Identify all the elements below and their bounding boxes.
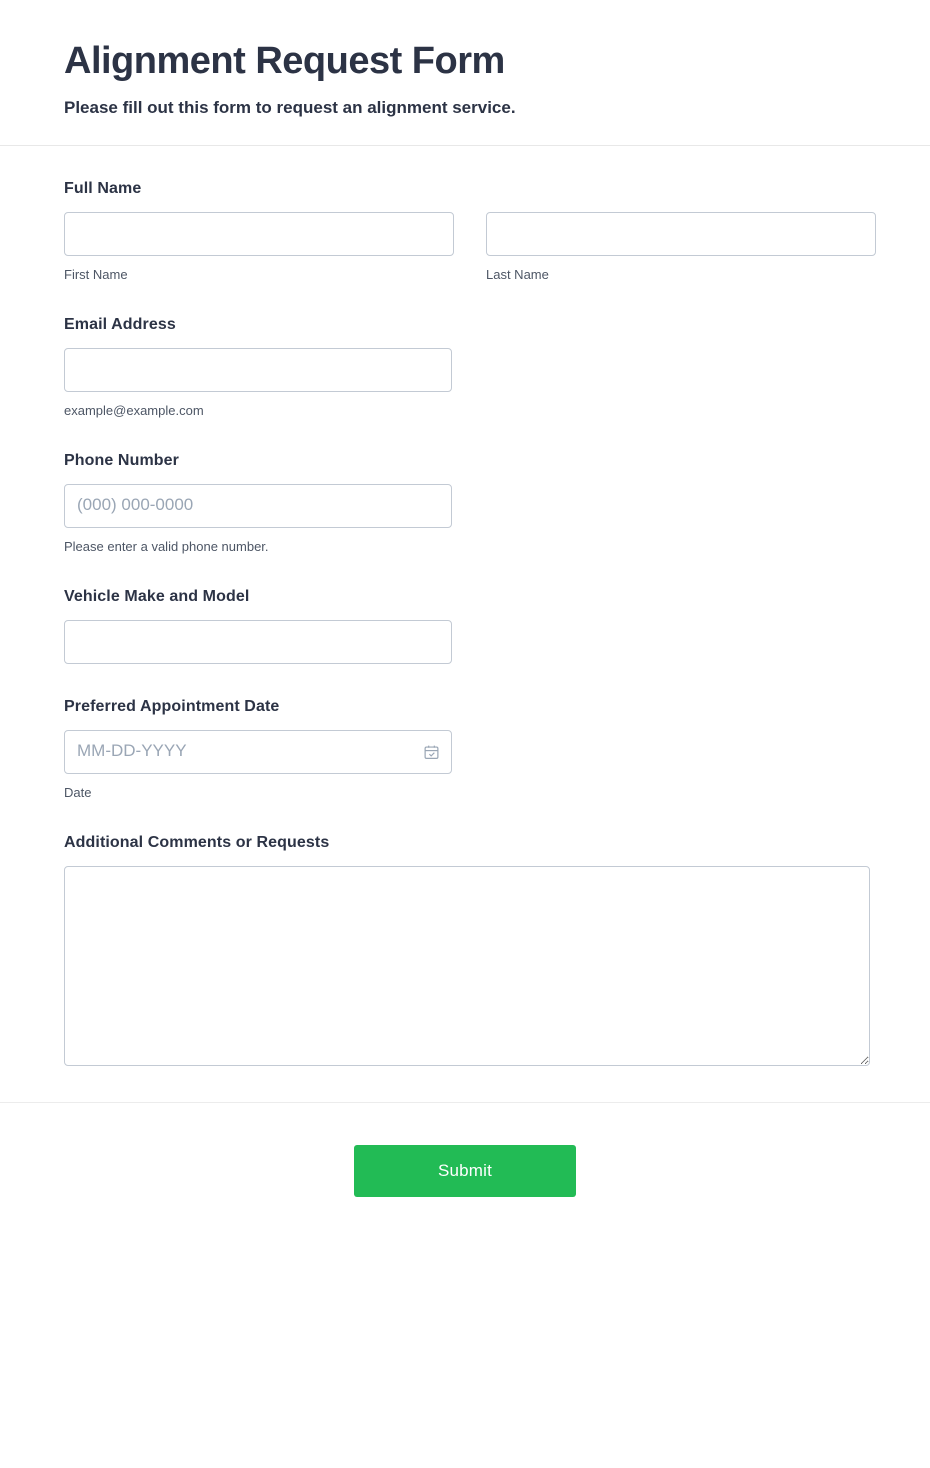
field-full-name (64, 180, 866, 282)
phone-sublabel: Please enter a valid phone number. (64, 539, 269, 555)
field-vehicle (64, 588, 866, 664)
appointment-date-input[interactable] (64, 730, 452, 774)
comments-label: Additional Comments or Requests (64, 834, 330, 852)
page-title: Alignment Request Form (64, 40, 505, 82)
first-name-input[interactable] (64, 212, 454, 256)
form-body (0, 146, 930, 1103)
field-email (64, 316, 866, 418)
full-name-label: Full Name (64, 180, 142, 198)
field-comments (64, 834, 866, 1066)
email-input[interactable] (64, 348, 452, 392)
phone-label: Phone Number (64, 452, 179, 470)
last-name-sublabel: Last Name (486, 267, 549, 283)
first-name-sublabel: First Name (64, 267, 128, 283)
appointment-date-sublabel: Date (64, 785, 92, 801)
appointment-date-wrapper (64, 730, 452, 774)
field-phone (64, 452, 866, 554)
last-name-input[interactable] (486, 212, 876, 256)
form-footer (0, 1103, 930, 1257)
form-header (0, 0, 930, 146)
submit-button[interactable]: Submit (354, 1145, 576, 1197)
comments-textarea[interactable] (64, 866, 870, 1066)
vehicle-label: Vehicle Make and Model (64, 588, 250, 606)
field-appointment-date (64, 698, 866, 800)
phone-input[interactable] (64, 484, 452, 528)
vehicle-input[interactable] (64, 620, 452, 664)
form-subtitle: Please fill out this form to request an alignment service. (64, 97, 516, 117)
email-label: Email Address (64, 316, 176, 334)
email-sublabel: example@example.com (64, 403, 204, 419)
appointment-date-label: Preferred Appointment Date (64, 698, 280, 716)
last-name-group (486, 212, 876, 282)
first-name-group (64, 212, 454, 282)
full-name-row (64, 212, 866, 282)
